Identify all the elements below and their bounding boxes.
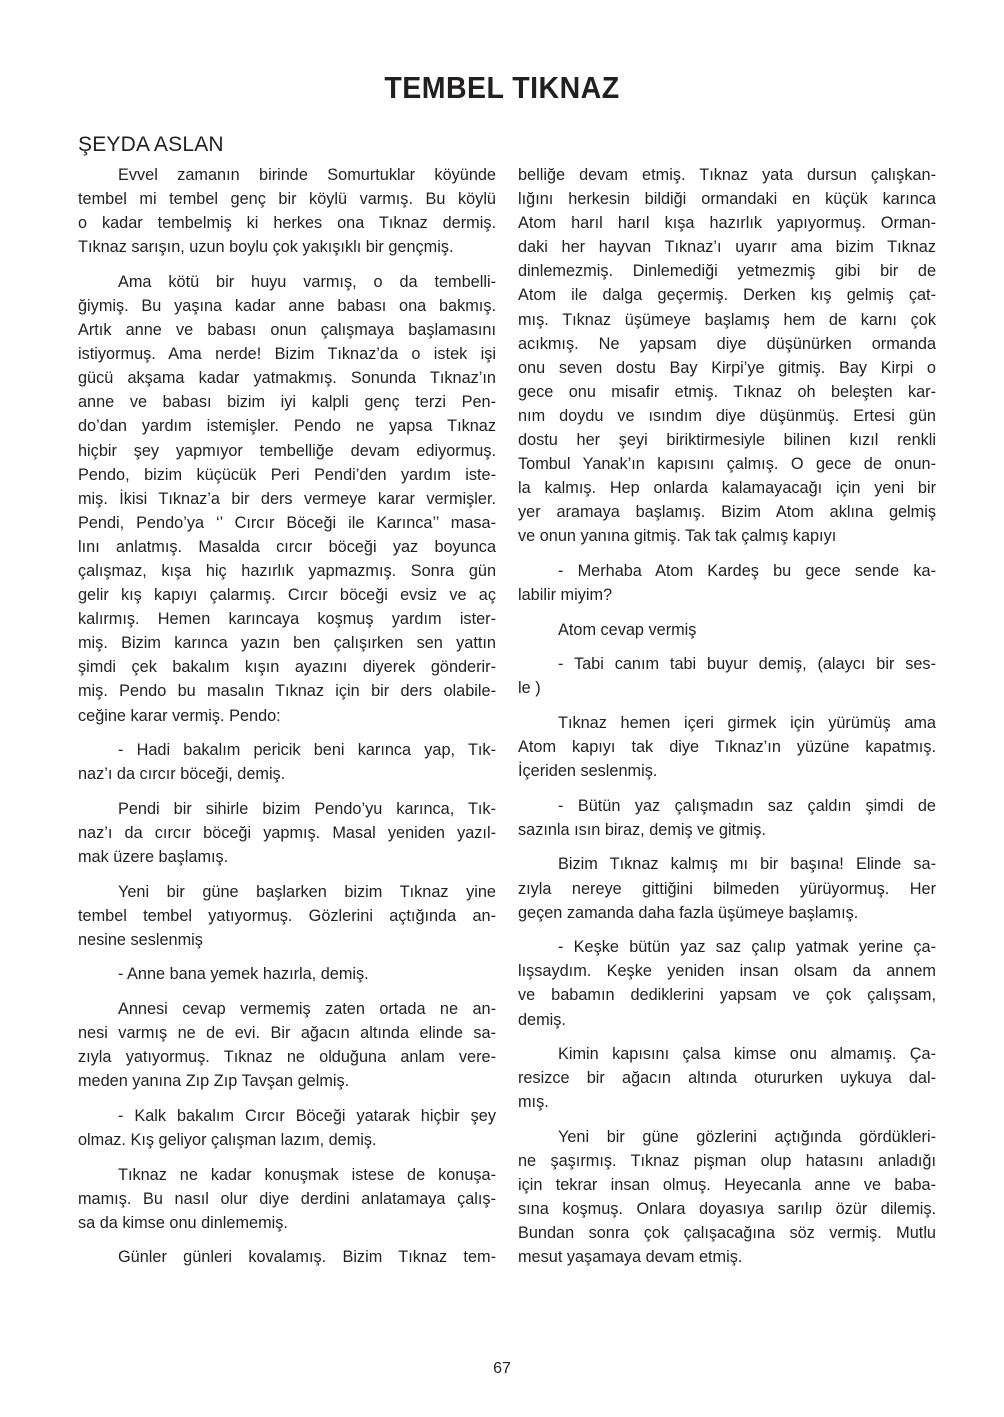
- text-line: mış. Tıknaz üşümeye başlamış hem de karnı çok: [518, 310, 936, 329]
- text-line: meden yanına Zıp Zıp Tavşan gelmiş.: [78, 1072, 350, 1091]
- text-line: sına koşmuş. Onlara doyasıya sarılıp özür dilemiş.: [518, 1200, 936, 1219]
- text-line: kalırmış. Hemen karıncaya koşmuş yardım ister-: [78, 610, 496, 629]
- right-column: [518, 163, 936, 1280]
- text-line: mış.: [518, 1093, 549, 1112]
- text-line: nım doydu ve ısındım diye düşünmüş. Ertesi gün: [518, 406, 936, 425]
- paragraph: [78, 797, 496, 869]
- text-line: - Tabi canım tabi buyur demiş, (alaycı bir ses-: [558, 655, 936, 674]
- author-name: ŞEYDA ASLAN: [78, 133, 224, 156]
- text-line: tembel mi tembel genç bir köylü varmış. Bu köylü: [78, 190, 496, 209]
- text-line: Tıknaz hemen içeri girmek için yürümüş ama: [558, 713, 936, 732]
- paragraph: [518, 1125, 936, 1270]
- text-line: - Kalk bakalım Cırcır Böceği yatarak hiçbir şey: [118, 1106, 496, 1125]
- text-line: ğiymiş. Bu yaşına kadar anne babası ona bakmış.: [78, 296, 496, 315]
- text-line: daki her hayvan Tıknaz’ı uyarır ama bizim Tıknaz: [518, 238, 936, 257]
- text-line: Yeni bir güne gözlerini açtığında gördükleri-: [558, 1127, 936, 1146]
- text-line: acıkmış. Ne yapsam diye düşünürken ormanda: [518, 334, 936, 353]
- text-line: ne şaşırmış. Tıknaz pişman olup hatasını anladığı: [518, 1151, 936, 1170]
- text-line: Atom ile dalga geçermiş. Derken kış gelmiş çat-: [518, 286, 936, 305]
- text-line: yer aramaya başlamış. Bizim Atom aklına gelmiş: [518, 503, 936, 522]
- text-line: ve onun yanına gitmiş. Tak tak çalmış kapıyı: [518, 527, 837, 546]
- text-line: lışsaydım. Keşke yeniden insan olsam da annem: [518, 962, 936, 981]
- text-line: demiş.: [518, 1010, 566, 1029]
- text-line: dostu her şeyi biriktirmesiyle bilinen kızıl renkli: [518, 431, 936, 450]
- text-line: tembel tembel yatıyormuş. Gözlerini açtığında an-: [78, 906, 496, 925]
- paragraph: [78, 738, 496, 786]
- text-line: Pendo, bizim küçücük Peri Pendi’den yardım iste-: [78, 465, 496, 484]
- text-line: Tıknaz sarışın, uzun boylu çok yakışıklı bir gençmiş.: [78, 238, 454, 257]
- paragraph: [518, 935, 936, 1031]
- paragraph: [518, 794, 936, 842]
- text-line: Pendi bir sihirle bizim Pendo’yu karınca, Tık-: [118, 799, 496, 818]
- text-line: Atom cevap vermiş: [558, 620, 697, 639]
- paragraph: [78, 1163, 496, 1235]
- text-line: Atom kapıyı tak diye Tıknaz’ın yüzüne kapatmış.: [518, 738, 936, 757]
- text-line: hiçbir şey yapmıyor tembelliğe devam ediyormuş.: [78, 441, 496, 460]
- text-line: olmaz. Kış geliyor çalışman lazım, demiş.: [78, 1130, 377, 1149]
- paragraph: [78, 962, 496, 986]
- text-line: Tombul Yanak’ın kapısını çalmış. O gece de onun-: [518, 455, 936, 474]
- text-line: çalışmaz, kışa hiç hazırlık yapmazmış. Sonra gün: [78, 562, 496, 580]
- text-line: Ama kötü bir huyu varmış, o da tembelli-: [118, 272, 496, 291]
- paragraph: [78, 163, 496, 259]
- text-line: ceğine karar vermiş. Pendo:: [78, 706, 281, 725]
- text-line: şimdi çek bakalım kışın ayazını diyerek gönderir-: [78, 658, 496, 677]
- text-line: labilir miyim?: [518, 586, 613, 605]
- text-line: - Anne bana yemek hazırla, demiş.: [118, 965, 369, 984]
- page-number: 67: [493, 1360, 511, 1377]
- text-line: gece onu misafir etmiş. Tıknaz oh beleşten kar-: [518, 382, 936, 401]
- paragraph: [518, 852, 936, 924]
- text-line: sa da kimse onu dinlememiş.: [78, 1213, 288, 1232]
- text-line: Artık anne ve babası onun çalışmaya başlamasını: [78, 321, 496, 340]
- text-line: Annesi cevap vermemiş zaten ortada ne an-: [118, 1000, 496, 1018]
- text-line: istiyormuş. Ama nerde! Bizim Tıknaz’da o istek işi: [78, 345, 496, 364]
- text-line: - Bütün yaz çalışmadın saz çaldın şimdi de: [558, 796, 936, 815]
- paragraph: [518, 1042, 936, 1114]
- text-line: lığını herkesin bildiği ormandaki en küçük karınca: [518, 190, 936, 209]
- text-line: - Merhaba Atom Kardeş bu gece sende ka-: [558, 562, 936, 580]
- text-line: le ): [518, 679, 541, 698]
- text-line: belliğe devam etmiş. Tıknaz yata dursun çalışkan-: [518, 166, 936, 184]
- text-line: lını anlatmış. Masalda cırcır böceği yaz boyunca: [78, 537, 496, 556]
- text-line: Tıknaz ne kadar konuşmak istese de konuşa-: [118, 1165, 496, 1184]
- paragraph: [518, 652, 936, 700]
- paragraph: [78, 270, 496, 728]
- text-line: mesut yaşamaya devam etmiş.: [518, 1248, 743, 1267]
- text-line: zıyla nereye gittiğini bilmeden yürüyormuş. Her: [518, 879, 936, 898]
- paragraph: [518, 559, 936, 607]
- text-line: gelir kış kapıyı çalarmış. Cırcır böceği evsiz ve aç: [78, 586, 496, 605]
- text-line: ve babamın dediklerini yapsam ve çok çalışsam,: [518, 986, 936, 1005]
- text-line: zıyla yatıyormuş. Tıknaz ne olduğuna anlam vere-: [78, 1048, 496, 1067]
- text-line: dinlemezmiş. Dinlemediği yetmezmiş gibi bir de: [518, 262, 936, 281]
- text-line: gücü akşama kadar yatmakmış. Sonunda Tıknaz’ın: [78, 369, 496, 388]
- text-line: naz’ı da cırcır böceği, demiş.: [78, 765, 286, 784]
- text-line: İçeriden seslenmiş.: [518, 762, 658, 781]
- text-line: Günler günleri kovalamış. Bizim Tıknaz tem-: [118, 1248, 496, 1267]
- paragraph: [78, 1104, 496, 1152]
- text-line: Pendi, Pendo’ya ‘’ Cırcır Böceği ile Karınca’’ masa-: [78, 513, 496, 532]
- text-line: miş. İkisi Tıknaz’a bir ders vermeye karar vermişler.: [78, 489, 496, 508]
- left-column: [78, 163, 496, 1280]
- text-line: Bizim Tıknaz kalmış mı bir başına! Elinde sa-: [558, 855, 936, 874]
- text-line: la kalmış. Hep onlarda kalamayacağı için yeni bir: [518, 479, 936, 498]
- text-line: için tekrar insan olmuş. Heyecanla anne ve baba-: [518, 1176, 936, 1195]
- text-line: Kimin kapısını çalsa kimse onu almamış. Ça-: [558, 1045, 936, 1064]
- text-line: o kadar tembelmiş ki herkes ona Tıknaz dermiş.: [78, 214, 496, 233]
- text-line: nesine seslenmiş: [78, 930, 203, 949]
- text-line: Atom harıl harıl kışa hazırlık yapıyormuş. Orman-: [518, 214, 936, 233]
- text-line: resizce bir ağacın altında otururken uykuya dal-: [518, 1069, 936, 1088]
- text-line: miş. Bizim karınca yazın ben çalışırken sen yattın: [78, 634, 496, 653]
- paragraph: [518, 711, 936, 783]
- text-line: geçen zamanda daha fazla üşümeye başlamış.: [518, 903, 859, 922]
- text-line: naz’ı da cırcır böceği yapmış. Masal yeniden yazıl-: [78, 823, 496, 842]
- text-line: - Keşke bütün yaz saz çalıp yatmak yerine ça-: [558, 938, 936, 957]
- paragraph: [78, 1245, 496, 1269]
- paragraph: [78, 997, 496, 1093]
- text-line: anne ve babası bizim iyi kalpli genç terzi Pen-: [78, 393, 496, 412]
- text-line: - Hadi bakalım pericik beni karınca yap, Tık-: [118, 741, 496, 760]
- text-line: Evvel zamanın birinde Somurtuklar köyünde: [118, 166, 496, 184]
- text-line: do’dan yardım istemişler. Pendo ne yapsa Tıknaz: [78, 417, 496, 436]
- text-line: Yeni bir güne başlarken bizim Tıknaz yine: [118, 882, 496, 901]
- text-line: onu seven dostu Bay Kirpi’ye gitmiş. Bay Kirpi o: [518, 358, 936, 377]
- paragraph: [78, 880, 496, 952]
- text-line: sazınla ısın biraz, demiş ve gitmiş.: [518, 820, 766, 839]
- paragraph: [518, 618, 936, 642]
- paragraph: [518, 163, 936, 549]
- text-line: mamış. Bu nasıl olur diye derdini anlatamaya çalış-: [78, 1189, 496, 1208]
- story-title: TEMBEL TIKNAZ: [384, 70, 620, 105]
- text-line: mak üzere başlamış.: [78, 848, 229, 867]
- text-line: Bundan sonra çok çalışacağına söz vermiş. Mutlu: [518, 1224, 936, 1243]
- text-line: miş. Pendo bu masalın Tıknaz için bir ders olabile-: [78, 682, 496, 701]
- text-line: nesi varmış ne de evi. Bir ağacın altında elinde sa-: [78, 1024, 496, 1043]
